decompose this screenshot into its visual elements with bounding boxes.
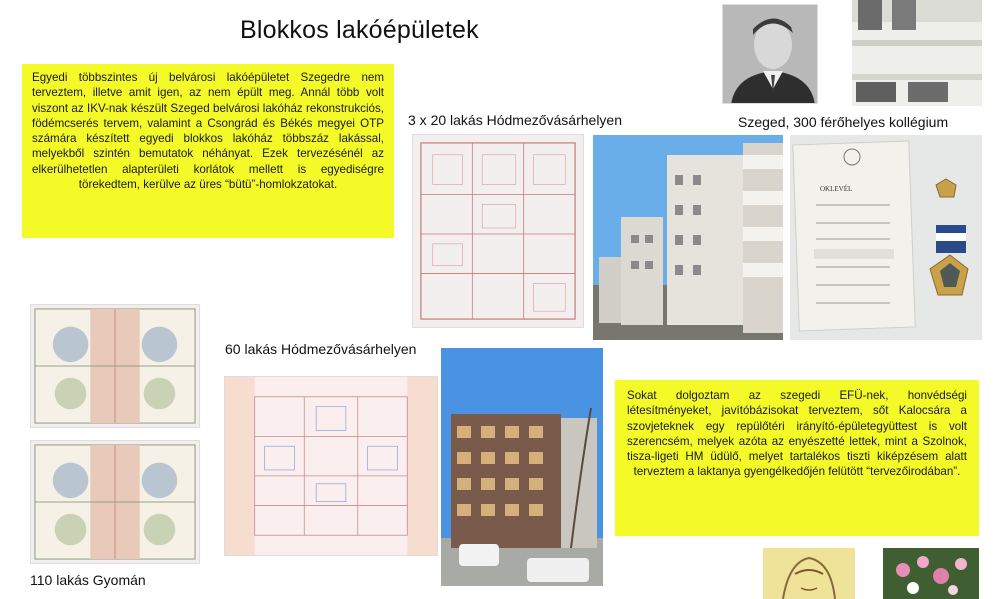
architect-portrait [722,4,818,104]
caption-hod-3x20: 3 x 20 lakás Hódmezővásárhelyen [408,112,623,128]
floorplan-hod-3x20 [412,134,584,328]
hod-60-building-photo [441,348,603,586]
flowers-photo [883,548,979,599]
floorplan-gyoma-110-b [30,440,200,564]
certificate-medal-photo [790,135,982,340]
caption-gyoma-110: 110 lakás Gyomán [30,572,146,588]
intro-textbox: Egyedi többszintes új belvárosi lakóépületet Szegedre nem terveztem, illetve amit igen, az nem épült meg. Annál több volt viszont az IKV-nak készült Szeged belvárosi lakóház rekonstrukciós, födémcserés tervem, valamint a Csongrád és Békés megyei OTP számára készített egyedi blokkos lakóház többszáz lakással, melyekből szintén bemutatok néhányat. Ezek tervezésénél az elkerülhetetlen alapterületi korlátok mellett is egyediségre törekedtem, kerülve az üres “bütü”-homlokzatokat. [22,64,394,238]
caption-hod-60: 60 lakás Hódmezővásárhelyen [225,341,417,357]
portrait-drawing-photo [763,548,855,599]
floorplan-gyoma-110-a [30,304,200,428]
work-textbox: Sokat dolgoztam az szegedi EFÜ-nek, honvédségi létesítményeket, javítóbázisokat terveztem, sőt Kalocsára a szovjeteknek egy repülőtéri irányító-épületegyüttest is volt szerencsém, melyek azóta az enyészetté lettek, mint a Szolnok, tisza-ligeti HM üdülő, melyet tartalékos tiszti kiképzésem alatt terveztem a laktanya gyengélkedőjén felütött “tervezőirodában”. [615,380,979,536]
hod-building-photo [593,135,783,340]
floorplan-hod-60 [224,376,438,556]
certificate-heading: OKLEVÉL [820,185,853,193]
caption-szeged-dorm: Szeged, 300 férőhelyes kollégium [738,114,949,130]
dorm-building-photo [852,0,982,106]
page-title: Blokkos lakóépületek [240,16,479,44]
